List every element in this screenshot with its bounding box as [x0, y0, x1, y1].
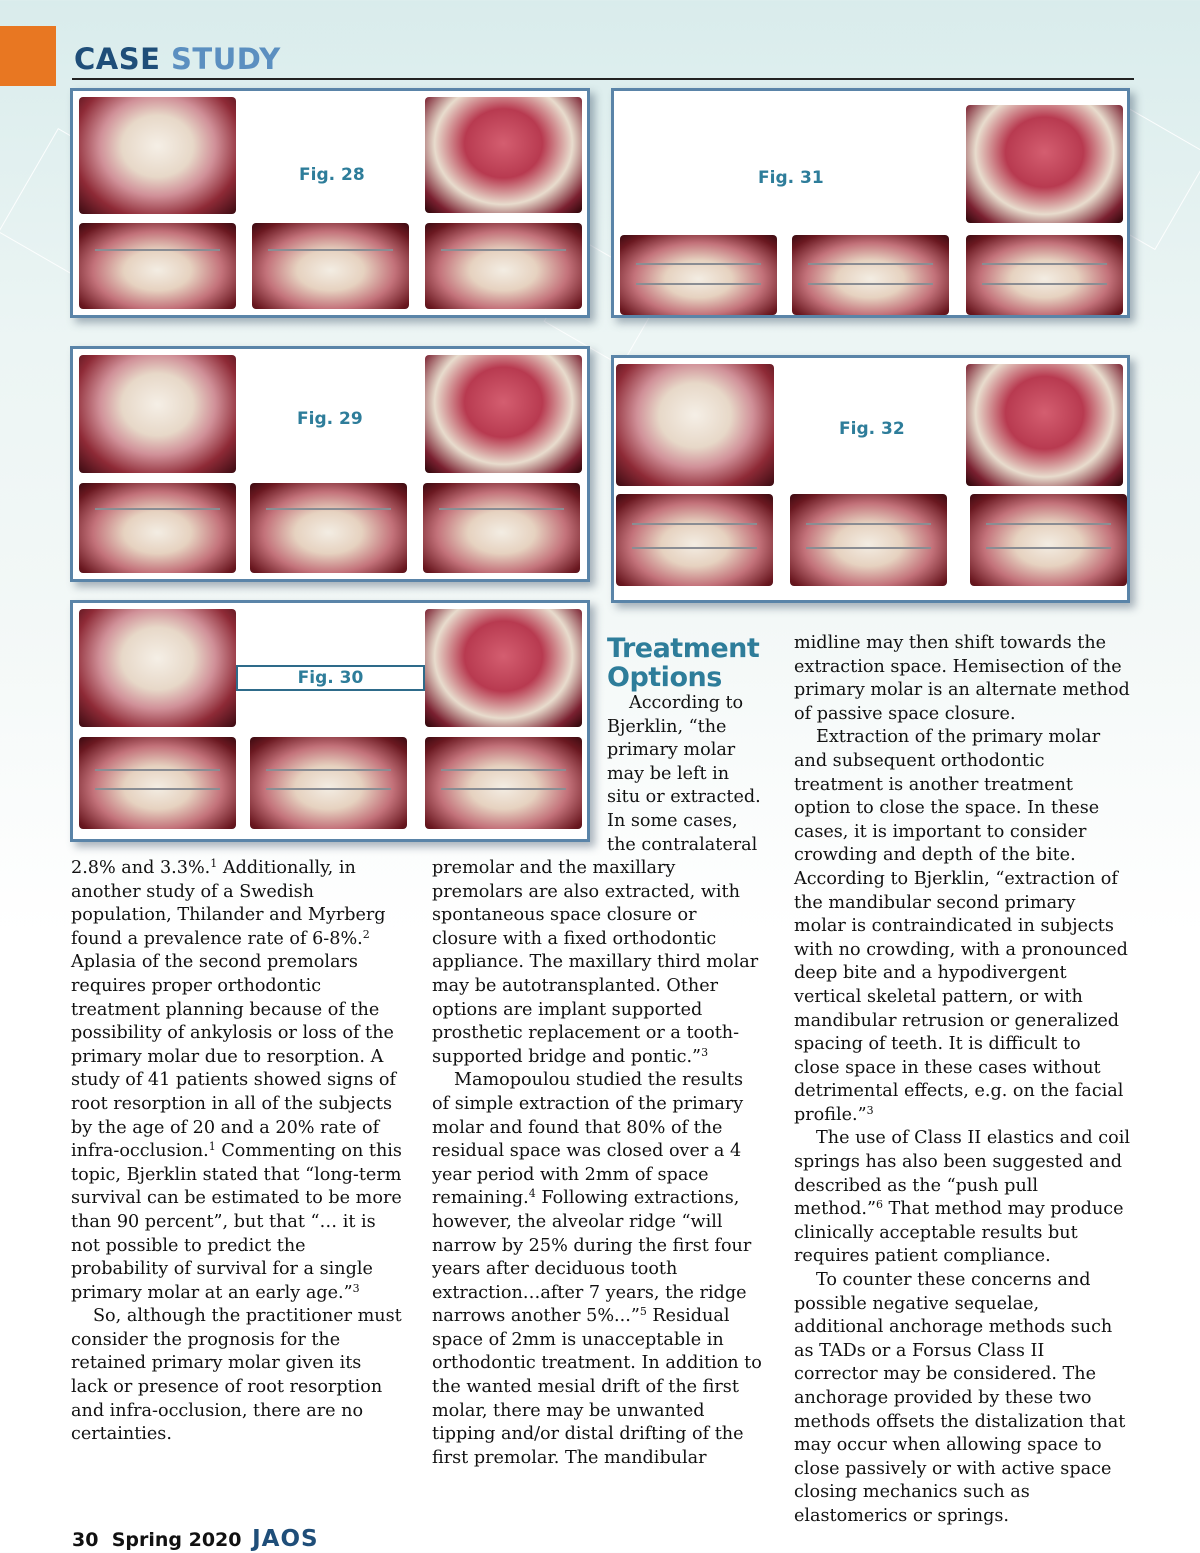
figure-28: [70, 88, 590, 318]
citation: 2: [362, 927, 370, 941]
figure-label: Fig. 31: [758, 168, 824, 188]
citation: 4: [528, 1187, 536, 1201]
citation: 3: [352, 1281, 360, 1295]
paragraph: [71, 857, 403, 1305]
header-rule: [72, 78, 1134, 80]
figure-photo-lower-occlusal: [966, 364, 1123, 486]
figure-photo-frontal: [250, 483, 407, 573]
text-run: 2.8% and 3.3%.: [71, 858, 211, 878]
figure-photo-right-buccal: [616, 494, 773, 586]
paragraph: midline may then shift towards the extraction space. Hemisection of the primary molar is an alternate method of passive space closure.: [794, 633, 1130, 724]
figure-photo-lower-occlusal: [425, 609, 582, 727]
text-run: Commenting on this topic, Bjerklin stated that “long-term survival can be estimated to be more than 90 percent”, but that “… it is not possible to predict the probability of survival for a single primary molar at an early age.”: [71, 1141, 402, 1303]
figure-photo-left-buccal: [425, 737, 582, 829]
issue-date: Spring 2020: [111, 1529, 242, 1551]
figure-photo-right-buccal: [79, 223, 236, 309]
page-number: 30: [72, 1529, 99, 1551]
figure-label: Fig. 29: [297, 409, 363, 429]
figure-photo-upper-occlusal: [79, 97, 236, 214]
journal-name: JAOS: [252, 1526, 319, 1552]
body-column-2-intro: [607, 692, 765, 857]
figure-label: Fig. 32: [839, 419, 905, 439]
text-run: premolar and the maxillary premolars are also extracted, with spontaneous space closure or closure with a fixed orthodontic appliance. The maxillary third molar may be autotransplanted. Other options are implant supported prosthetic replacement or a tooth-supported bridge and pontic.”: [432, 858, 759, 1067]
paragraph: [794, 726, 1130, 1127]
figure-photo-upper-occlusal: [79, 355, 236, 473]
figure-photo-left-buccal: [423, 483, 580, 573]
figure-photo-lower-occlusal: [425, 355, 582, 473]
figure-photo-upper-occlusal: [616, 364, 774, 486]
paragraph: [432, 857, 764, 1069]
citation: 3: [866, 1103, 874, 1117]
figure-photo-right-buccal: [620, 235, 777, 315]
section-heading: [607, 634, 777, 692]
paragraph: [432, 1069, 764, 1470]
citation: 3: [701, 1045, 709, 1059]
figure-photo-left-buccal: [425, 223, 582, 309]
body-column-2: [432, 857, 764, 1470]
figure-29: [70, 346, 590, 582]
citation: 1: [210, 857, 218, 870]
figure-photo-frontal: [250, 737, 407, 829]
figure-photo-frontal: [792, 235, 949, 315]
paragraph: According to Bjerklin, “the primary molar may be left in situ or extracted. In some cases, the contralateral: [607, 693, 761, 855]
page-title-word2: STUDY: [171, 42, 281, 76]
citation: 5: [639, 1305, 647, 1319]
paragraph: So, although the practitioner must consider the prognosis for the retained primary molar given its lack or presence of root resorption and infra-occlusion, there are no certainties.: [71, 1306, 402, 1445]
figure-photo-right-buccal: [79, 737, 236, 829]
figure-30: [70, 600, 590, 842]
figure-label: Fig. 30: [236, 665, 425, 691]
text-run: Aplasia of the second premolars requires proper orthodontic treatment planning because of the possibility of ankylosis or loss of the primary molar due to resorption. A study of 41 patients showed signs of root resorption in all of the subjects by the age of 20 and a 20% rate of infra-occlusion.: [71, 952, 397, 1162]
text-run: Residual space of 2mm is unacceptable in orthodontic treatment. In addition to the wanted mesial drift of the first molar, there may be unwanted tipping and/or distal drifting of the first premolar. The mandibular: [432, 1306, 762, 1468]
page-title-word1: CASE: [74, 42, 161, 76]
figure-photo-left-buccal: [966, 235, 1123, 315]
text-run: Extraction of the primary molar and subsequent orthodontic treatment is another treatment option to close the space. In these cases, it is important to consider crowding and depth of the bite. According to Bjerklin, “extraction of the mandibular second primary molar is contraindicated in subjects with no crowding, with a pronounced deep bite and a hypodivergent vertical skeletal pattern, or with mandibular retrusion or generalized spacing of teeth. It is difficult to close space in these cases without detrimental effects, e.g. on the facial profile.”: [794, 727, 1128, 1125]
section-heading-line1: Treatment: [607, 633, 760, 664]
figure-photo-right-buccal: [79, 483, 236, 573]
figure-photo-lower-occlusal: [425, 97, 582, 213]
body-column-1: [71, 857, 403, 1447]
figure-photo-frontal: [252, 223, 409, 309]
page-footer: [72, 1526, 319, 1552]
text-run: The use of Class II elastics and coil springs has also been suggested and described as the “push pull method.”: [794, 1128, 1130, 1220]
paragraph: [794, 1127, 1130, 1269]
section-heading-line2: Options: [607, 662, 722, 693]
figure-photo-left-buccal: [970, 494, 1127, 586]
figure-32: [611, 355, 1130, 603]
citation: 1: [208, 1140, 216, 1154]
text-run: Additionally, in another study of a Swedish population, Thilander and Myrberg found a prevalence rate of 6-8%.: [71, 858, 386, 949]
figure-photo-frontal: [790, 494, 947, 586]
text-run: Mamopoulou studied the results of simple extraction of the primary molar and found that 80% of the residual space was closed over a 4 year period with 2mm of space remaining.: [432, 1070, 744, 1209]
figure-31: [611, 88, 1130, 318]
text-run: Following extractions, however, the alveolar ridge “will narrow by 25% during the first four years after deciduous tooth extraction…after 7 years, the ridge narrows another 5%...”: [432, 1188, 752, 1327]
text-run: That method may produce clinically acceptable results but requires patient compliance.: [794, 1199, 1124, 1267]
page-title: [74, 42, 281, 76]
figure-photo-upper-occlusal: [79, 609, 236, 727]
body-column-3: [794, 632, 1130, 1529]
section-color-tab: [0, 26, 56, 86]
paragraph: To counter these concerns and possible negative sequelae, additional anchorage methods such as TADs or a Forsus Class II corrector may be considered. The anchorage provided by these two methods offsets the distalization that may occur when allowing space to close passively or with active space closing mechanics such as elastomerics or springs.: [794, 1270, 1126, 1526]
citation: 6: [875, 1198, 883, 1212]
figure-photo-lower-occlusal: [966, 105, 1123, 223]
figure-label: Fig. 28: [299, 165, 365, 185]
